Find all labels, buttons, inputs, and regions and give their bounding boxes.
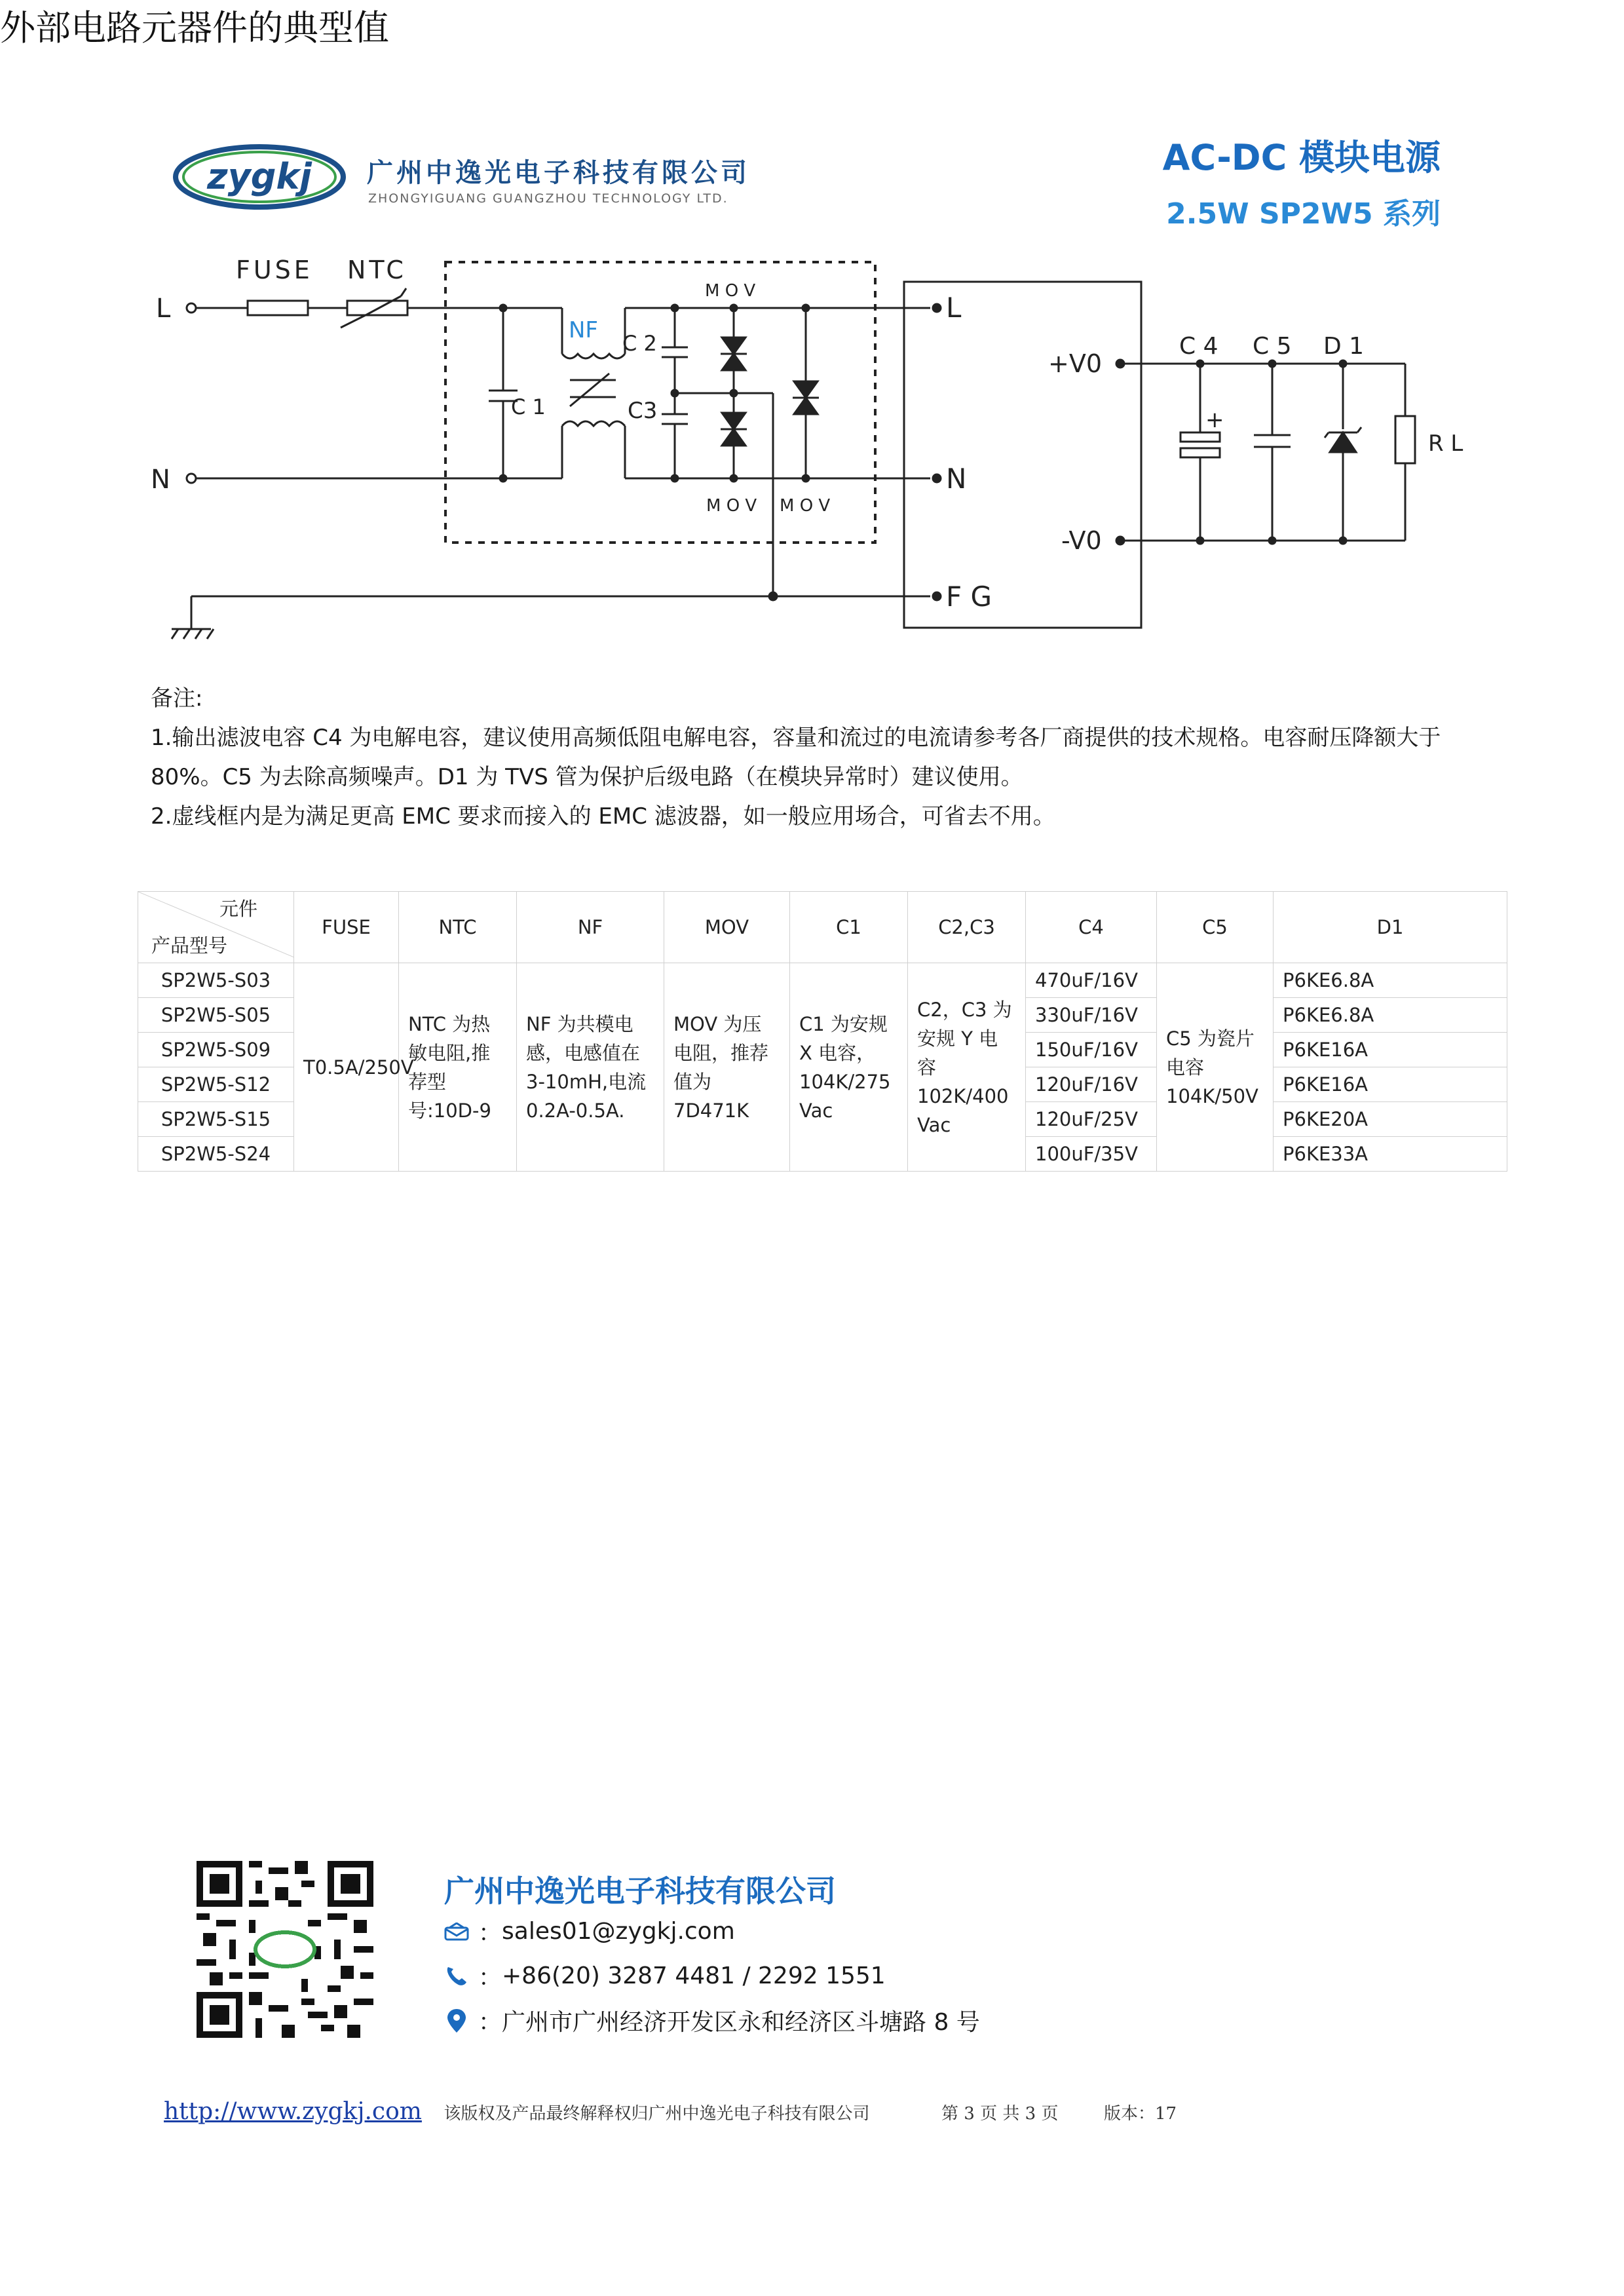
model-cell: SP2W5-S09 [138, 1033, 294, 1067]
address-colon: ： [478, 2009, 502, 2036]
header-c5: C5 [1157, 892, 1274, 963]
header-d1: D1 [1274, 892, 1507, 963]
c4-cell: 100uF/35V [1026, 1137, 1157, 1172]
label-c1: C 1 [511, 394, 546, 419]
header-mov: MOV [664, 892, 790, 963]
label-mov-top: M O V [705, 281, 756, 301]
corner-top-label: 元件 [219, 898, 257, 920]
ntc-cell: NTC 为热敏电阻,推荐型号:10D-9 [399, 963, 517, 1172]
qr-code[interactable] [197, 1861, 373, 2038]
header-c4: C4 [1026, 892, 1157, 963]
contact-email[interactable] [444, 1915, 735, 1948]
model-cell: SP2W5-S03 [138, 963, 294, 998]
label-plus: + [1205, 407, 1224, 433]
company-name-en: ZHONGYIGUANG GUANGZHOU TECHNOLOGY LTD. [368, 191, 728, 206]
c4-cell: 470uF/16V [1026, 963, 1157, 998]
d1-cell: P6KE16A [1274, 1067, 1507, 1102]
logo-text: zygkj [207, 156, 312, 197]
c4-cell: 120uF/16V [1026, 1067, 1157, 1102]
page-number: 第 3 页 共 3 页 [941, 2104, 1059, 2124]
d1-cell: P6KE16A [1274, 1033, 1507, 1067]
label-c4: C 4 [1179, 333, 1218, 360]
c4-cell: 120uF/25V [1026, 1102, 1157, 1137]
note-2: 2.虚线框内是为满足更高 EMC 要求而接入的 EMC 滤波器，如一般应用场合，可省去不用。 [151, 803, 1055, 830]
product-category: AC-DC 模块电源 [1162, 137, 1441, 178]
c4-cell: 150uF/16V [1026, 1033, 1157, 1067]
product-series: 2.5W SP2W5 系列 [1166, 197, 1441, 231]
phone-colon: ： [478, 1964, 502, 1991]
header-c1: C1 [790, 892, 908, 963]
note-1-line-2: 80%。C5 为去除高频噪声。D1 为 TVS 管为保护后级电路（在模块异常时）建议使用。 [151, 764, 1023, 790]
header-c2c3: C2,C3 [908, 892, 1026, 963]
fuse-cell: T0.5A/250V [294, 963, 399, 1172]
c2c3-cell: C2，C3 为安规 Y 电容 102K/400 Vac [908, 963, 1026, 1172]
label-fuse: FUSE [236, 256, 313, 284]
corner-header [138, 892, 294, 963]
label-ntc: NTC [347, 256, 407, 284]
corner-bottom-label: 产品型号 [151, 934, 228, 957]
nf-cell: NF 为共模电感，电感值在 3-10mH,电流 0.2A-0.5A. [517, 963, 664, 1172]
label-vo-minus: -V0 [1061, 526, 1102, 555]
email-icon [444, 1923, 469, 1941]
website-link[interactable]: http://www.zygkj.com [164, 2098, 422, 2125]
contact-address [444, 2004, 980, 2037]
c5-cell: C5 为瓷片电容 104K/50V [1157, 963, 1274, 1172]
label-mov-b2: M O V [780, 496, 831, 516]
page-footer [164, 2098, 1177, 2125]
label-fg: F G [946, 581, 992, 613]
label-L-out: L [946, 292, 962, 324]
note-1-line-1: 1.输出滤波电容 C4 为电解电容，建议使用高频低阻电解电容，容量和流过的电流请参考各厂商提供的技术规格。电容耐压降额大于 [151, 725, 1441, 751]
d1-cell: P6KE20A [1274, 1102, 1507, 1137]
notes-title: 备注: [151, 685, 203, 712]
label-c5: C 5 [1253, 333, 1292, 360]
c1-cell: C1 为安规 X 电容，104K/275 Vac [790, 963, 908, 1172]
location-pin-icon [444, 2008, 469, 2034]
copyright-text: 该版权及产品最终解释权归广州中逸光电子科技有限公司 [444, 2104, 870, 2124]
d1-cell: P6KE33A [1274, 1137, 1507, 1172]
footer-company-name: 广州中逸光电子科技有限公司 [444, 1873, 836, 1909]
table-row [138, 963, 1507, 998]
label-N-in: N [151, 465, 170, 495]
d1-cell: P6KE6.8A [1274, 998, 1507, 1033]
company-logo [172, 138, 347, 216]
label-L-in: L [156, 294, 171, 324]
header-fuse: FUSE [294, 892, 399, 963]
version-text: 版本：17 [1104, 2104, 1177, 2124]
model-cell: SP2W5-S05 [138, 998, 294, 1033]
company-name-cn: 广州中逸光电子科技有限公司 [367, 158, 750, 188]
c4-cell: 330uF/16V [1026, 998, 1157, 1033]
label-nf: NF [569, 317, 598, 343]
mov-cell: MOV 为压电阻，推荐值为 7D471K [664, 963, 790, 1172]
label-c2: C 2 [622, 331, 657, 356]
label-d1: D 1 [1323, 333, 1365, 360]
header-ntc: NTC [399, 892, 517, 963]
d1-cell: P6KE6.8A [1274, 963, 1507, 998]
email-colon: ： [478, 1920, 502, 1947]
model-cell: SP2W5-S15 [138, 1102, 294, 1137]
parts-table [138, 891, 1507, 1172]
model-cell: SP2W5-S12 [138, 1067, 294, 1102]
table-header-row [138, 892, 1507, 963]
contact-phone[interactable] [444, 1959, 886, 1993]
label-vo-plus: +V0 [1048, 349, 1103, 378]
label-rl: R L [1428, 430, 1463, 457]
label-mov-b1: M O V [706, 496, 757, 516]
circuit-diagram [0, 249, 1624, 668]
table-title: 外部电路元器件的典型值 [0, 7, 389, 48]
phone-text[interactable]: +86(20) 3287 4481 / 2292 1551 [502, 1962, 886, 1989]
email-text[interactable]: sales01@zygkj.com [502, 1918, 735, 1945]
label-c3: C3 [628, 398, 658, 424]
model-cell: SP2W5-S24 [138, 1137, 294, 1172]
header-nf: NF [517, 892, 664, 963]
phone-icon [444, 1965, 469, 1987]
address-text: 广州市广州经济开发区永和经济区斗塘路 8 号 [502, 2009, 980, 2036]
label-N-out: N [946, 463, 967, 495]
